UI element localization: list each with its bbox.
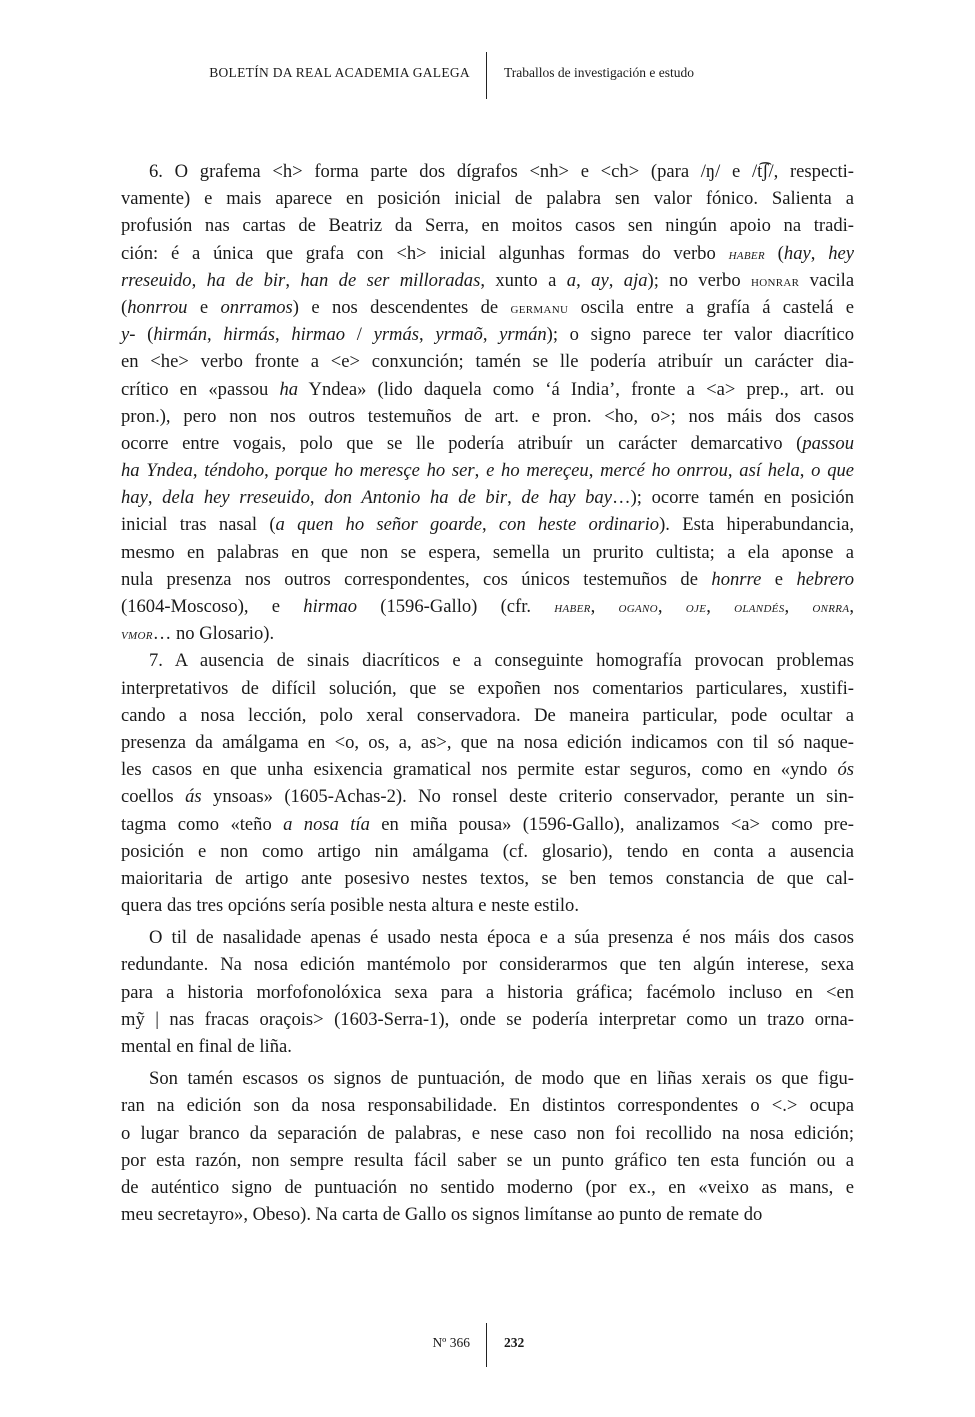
italic-text: don Antonio ha de bir bbox=[324, 487, 508, 509]
text-run: en <he> verbo fronte a <e> conxunción; tamén se lle podería atribuír un carácter dia- bbox=[121, 351, 854, 373]
running-footer bbox=[0, 1323, 975, 1368]
text-line bbox=[121, 403, 854, 430]
text-run: , bbox=[481, 514, 499, 536]
text-run: , bbox=[207, 324, 224, 346]
footer-divider bbox=[486, 1323, 487, 1367]
italic-text: ha de bir bbox=[206, 269, 286, 291]
text-line bbox=[121, 865, 854, 892]
text-line bbox=[121, 1065, 854, 1092]
text-run: , bbox=[191, 269, 207, 291]
italic-text: así hela bbox=[739, 460, 800, 482]
text-run: , bbox=[799, 460, 812, 482]
text-line bbox=[121, 1033, 854, 1060]
text-run: (1596-Gallo) (cfr. bbox=[357, 596, 555, 617]
text-run: , bbox=[275, 324, 292, 346]
text-line bbox=[121, 1092, 854, 1119]
italic-text: hirmao bbox=[291, 324, 346, 346]
text-run: , xunto a bbox=[480, 269, 567, 291]
italic-text: han de ser milloradas bbox=[300, 269, 481, 291]
text-line bbox=[121, 566, 854, 593]
text-line bbox=[121, 838, 854, 865]
text-run: quera das tres opcións sería posible nesta altura e neste estilo. bbox=[121, 895, 579, 917]
italic-text: ós bbox=[837, 759, 854, 781]
italic-text: yrmán bbox=[499, 324, 547, 346]
italic-text: y- bbox=[121, 324, 136, 346]
small-caps-text: germanu bbox=[510, 300, 569, 317]
text-run: vamente) e mais aparece en posición inicial de palabra sen valor fónico. Salienta a bbox=[121, 188, 854, 210]
text-run: nula presenza nos outros correspondentes, cos únicos testemuños de bbox=[121, 568, 712, 590]
italic-text: con heste ordinario bbox=[498, 514, 660, 536]
text-line bbox=[121, 979, 854, 1006]
text-run: , bbox=[192, 460, 205, 482]
text-run: , bbox=[482, 324, 500, 346]
text-line bbox=[121, 158, 854, 185]
text-line bbox=[121, 1174, 854, 1201]
text-run: presenza da amálgama en <o, os, a, as>, que na nosa edición indicamos con til só naque- bbox=[121, 731, 854, 753]
text-run: , bbox=[588, 460, 601, 482]
text-run: ); o signo parece ter valor diacrítico bbox=[546, 324, 855, 346]
text-run: crítico en «passou bbox=[121, 378, 280, 400]
text-run: , bbox=[608, 269, 624, 291]
small-caps-text: honrar bbox=[751, 273, 800, 290]
text-run: , bbox=[507, 487, 522, 509]
text-run: para a historia morfofonolóxica sexa para a historia gráfica; facémolo incluso en <en bbox=[121, 981, 854, 1003]
text-run: … no Glosario). bbox=[152, 623, 275, 645]
italic-text: e ho mereçeu bbox=[486, 460, 589, 482]
text-run: O til de nasalidade apenas é usado nesta época e a súa presenza é nos máis dos casos bbox=[149, 927, 854, 949]
text-line bbox=[121, 1006, 854, 1033]
running-header bbox=[0, 52, 975, 100]
text-run: tagma como «teño bbox=[121, 813, 284, 835]
text-run: ( bbox=[121, 296, 128, 318]
text-run: cando a nosa lección, polo xeral conservadora. De maneira particular, pode ocultar a bbox=[121, 704, 854, 726]
paragraph-p6 bbox=[121, 158, 854, 647]
text-run: , bbox=[849, 596, 855, 617]
italic-text: rreseuido bbox=[121, 269, 192, 291]
issue-number: Nº 366 bbox=[432, 1335, 470, 1350]
italic-text: porque ho meresçe ho ser bbox=[275, 460, 475, 482]
text-run: 6. O grafema <h> forma parte dos dígrafos <nh> e <ch> (para /ŋ/ e /t͡ʃ/, respecti- bbox=[149, 161, 854, 182]
text-run: por esta razón, non sempre resulta fácil saber se un punto gráfico ten esta función ou a bbox=[121, 1149, 854, 1171]
text-run: inicial tras nasal ( bbox=[121, 514, 276, 536]
text-run: vacila bbox=[799, 269, 855, 291]
text-line bbox=[121, 511, 854, 538]
text-run: Son tamén escasos os signos de puntuación, de modo que en liñas xerais os que figu- bbox=[149, 1068, 854, 1090]
text-run: ción: é a única que grafa con <h> inicial algunhas formas do verbo bbox=[121, 242, 729, 264]
italic-text: a nosa tía bbox=[283, 813, 370, 835]
text-run: ( bbox=[764, 242, 784, 264]
paragraph-p-puntuacion bbox=[121, 1060, 854, 1228]
italic-text: a bbox=[566, 269, 577, 291]
text-run: pron.), pero non nos outros testemuños de art. e pron. <ho, o>; nos máis dos casos bbox=[121, 405, 854, 427]
italic-text: ás bbox=[185, 786, 202, 808]
text-run: , bbox=[576, 269, 592, 291]
text-run: interpretativos de difícil solución, que se expoñen nos comentarios particulares, xustifi- bbox=[121, 677, 854, 699]
text-run: redundante. Na nosa edición mantémolo por considerarmos que ten algún interese, sexa bbox=[121, 954, 854, 976]
text-line bbox=[121, 892, 854, 919]
italic-text: ha Yndea bbox=[121, 460, 193, 482]
text-run: , bbox=[657, 596, 686, 617]
text-run: ynsoas» (1605-Achas-2). No ronsel deste criterio conservador, perante un sin- bbox=[201, 786, 854, 808]
small-caps-text: onrra bbox=[812, 600, 850, 616]
text-run: / bbox=[345, 324, 374, 346]
text-line bbox=[121, 539, 854, 566]
text-run: , bbox=[784, 596, 813, 617]
text-run: , bbox=[309, 487, 325, 509]
text-run: , bbox=[706, 596, 735, 617]
italic-text: onrramos bbox=[220, 296, 293, 318]
body-text bbox=[121, 158, 854, 1228]
small-caps-text: haber bbox=[554, 600, 591, 616]
small-caps-text: vmor bbox=[121, 627, 153, 644]
text-line bbox=[121, 702, 854, 729]
text-run: , bbox=[285, 269, 301, 291]
italic-text: passou bbox=[802, 432, 854, 454]
text-line bbox=[121, 675, 854, 702]
text-run: 7. A ausencia de sinais diacríticos e a conseguinte homografía provocan problemas bbox=[149, 650, 854, 672]
small-caps-text: olandés bbox=[734, 600, 785, 616]
small-caps-text: oje bbox=[685, 600, 707, 616]
italic-text: téndoho bbox=[204, 460, 265, 482]
text-line bbox=[121, 484, 854, 511]
text-run: ) e nos descendentes de bbox=[292, 296, 511, 318]
italic-text: hirmás bbox=[223, 324, 276, 346]
text-line bbox=[121, 294, 854, 321]
italic-text: ha bbox=[279, 378, 299, 400]
text-run: ran na edición son da nosa responsabilidade. En distintos correspondentes o <.> ocupa bbox=[121, 1095, 854, 1117]
text-line bbox=[121, 240, 854, 267]
text-line bbox=[121, 185, 854, 212]
italic-text: mercé ho onrrou bbox=[600, 460, 728, 482]
small-caps-text: haber bbox=[728, 246, 765, 263]
text-line bbox=[121, 376, 854, 403]
italic-text: ay bbox=[591, 269, 609, 291]
text-run: les casos en que unha esixencia gramatical nos permite estar seguros, como en «yndo bbox=[121, 759, 838, 781]
text-line bbox=[121, 212, 854, 239]
text-run: , bbox=[474, 460, 487, 482]
italic-text: yrmaõ bbox=[435, 324, 483, 346]
text-run: maioritaria de artigo ante posesivo nestes textos, se ben temos constancia de que cal- bbox=[121, 867, 854, 889]
italic-text: o que bbox=[811, 460, 855, 482]
italic-text: hey bbox=[828, 242, 855, 264]
text-run: mesmo en palabras en que non se espera, semella un prurito cultista; a ela aponse a bbox=[121, 541, 854, 563]
text-line bbox=[121, 951, 854, 978]
text-line bbox=[121, 430, 854, 457]
italic-text: hirmao bbox=[303, 596, 358, 617]
italic-text: hirmán bbox=[153, 324, 208, 346]
italic-text: honrre bbox=[711, 568, 762, 590]
text-line bbox=[121, 457, 854, 484]
text-line bbox=[121, 729, 854, 756]
text-run: Yndea» (lido daquela como ‘á India’, fronte a <a> prep., art. ou bbox=[298, 378, 854, 400]
italic-text: a quen ho señor goarde bbox=[275, 514, 482, 536]
italic-text: hebrero bbox=[796, 568, 854, 590]
text-line bbox=[121, 348, 854, 375]
header-divider bbox=[486, 52, 487, 99]
text-run: e bbox=[187, 296, 221, 318]
page-number: 232 bbox=[504, 1335, 525, 1350]
italic-text: de hay bay bbox=[521, 487, 612, 509]
text-line bbox=[121, 783, 854, 810]
text-line bbox=[121, 647, 854, 674]
italic-text: aja bbox=[623, 269, 648, 291]
text-run: profusión nas cartas de Beatriz da Serra, en moitos casos sen ningún apoio na tradi- bbox=[121, 215, 854, 237]
text-line bbox=[121, 1201, 854, 1228]
text-line bbox=[121, 756, 854, 783]
text-line bbox=[121, 1147, 854, 1174]
text-run: meu secretayro», Obeso). Na carta de Gallo os signos limítanse ao punto de remate do bbox=[121, 1204, 763, 1226]
italic-text: hay bbox=[783, 242, 811, 264]
text-run: mental en final de liña. bbox=[121, 1036, 292, 1057]
text-line bbox=[121, 811, 854, 838]
text-run: ); no verbo bbox=[647, 269, 752, 291]
text-run: mỹ | nas fracas oraçois> (1603-Serra-1), onde se podería interpretar como un trazo orna- bbox=[121, 1008, 854, 1030]
paragraph-p-til bbox=[121, 919, 854, 1060]
text-run: (1604-Moscoso), e bbox=[121, 596, 304, 617]
text-run: ( bbox=[135, 324, 154, 346]
text-run: ). Esta hiperabundancia, bbox=[659, 514, 855, 536]
text-run: o lugar branco da separación de palabras, e nese caso non foi recollido na nosa edición; bbox=[121, 1122, 854, 1144]
text-run: …); ocorre tamén en posición bbox=[611, 487, 855, 509]
text-line bbox=[121, 924, 854, 951]
italic-text: hay bbox=[121, 487, 148, 509]
text-run: en miña pousa» (1596-Gallo), analizamos <a> como pre- bbox=[369, 813, 854, 835]
text-run: , bbox=[264, 460, 276, 482]
text-run: e bbox=[761, 568, 797, 590]
text-run: , bbox=[590, 596, 619, 617]
text-run: posición e non como artigo nin amálgama (cf. glosario), tendo en conta a ausencia bbox=[121, 840, 854, 862]
italic-text: honrrou bbox=[127, 296, 188, 318]
text-run: coellos bbox=[121, 786, 186, 808]
text-line bbox=[121, 620, 854, 647]
text-line bbox=[121, 593, 854, 620]
italic-text: dela hey rreseuido bbox=[162, 487, 310, 509]
journal-title: BOLETÍN DA REAL ACADEMIA GALEGA bbox=[209, 65, 470, 80]
section-title: Traballos de investigación e estudo bbox=[504, 65, 694, 80]
text-line bbox=[121, 1120, 854, 1147]
text-run: ocorre entre vogais, polo que se lle podería atribuír un carácter demarcativo ( bbox=[121, 432, 803, 454]
text-run: , bbox=[419, 324, 436, 346]
text-run: de auténtico signo de puntuación no sentido moderno (por ex., en «veixo as mans, e bbox=[121, 1176, 854, 1198]
text-run: , bbox=[810, 242, 829, 264]
text-line bbox=[121, 321, 854, 348]
small-caps-text: ogano bbox=[618, 600, 658, 616]
italic-text: yrmás bbox=[373, 324, 420, 346]
text-run: , bbox=[727, 460, 740, 482]
text-run: , bbox=[147, 487, 163, 509]
text-line bbox=[121, 267, 854, 294]
paragraph-p7 bbox=[121, 647, 854, 919]
text-run: oscila entre a grafía á castelá e bbox=[568, 296, 855, 318]
